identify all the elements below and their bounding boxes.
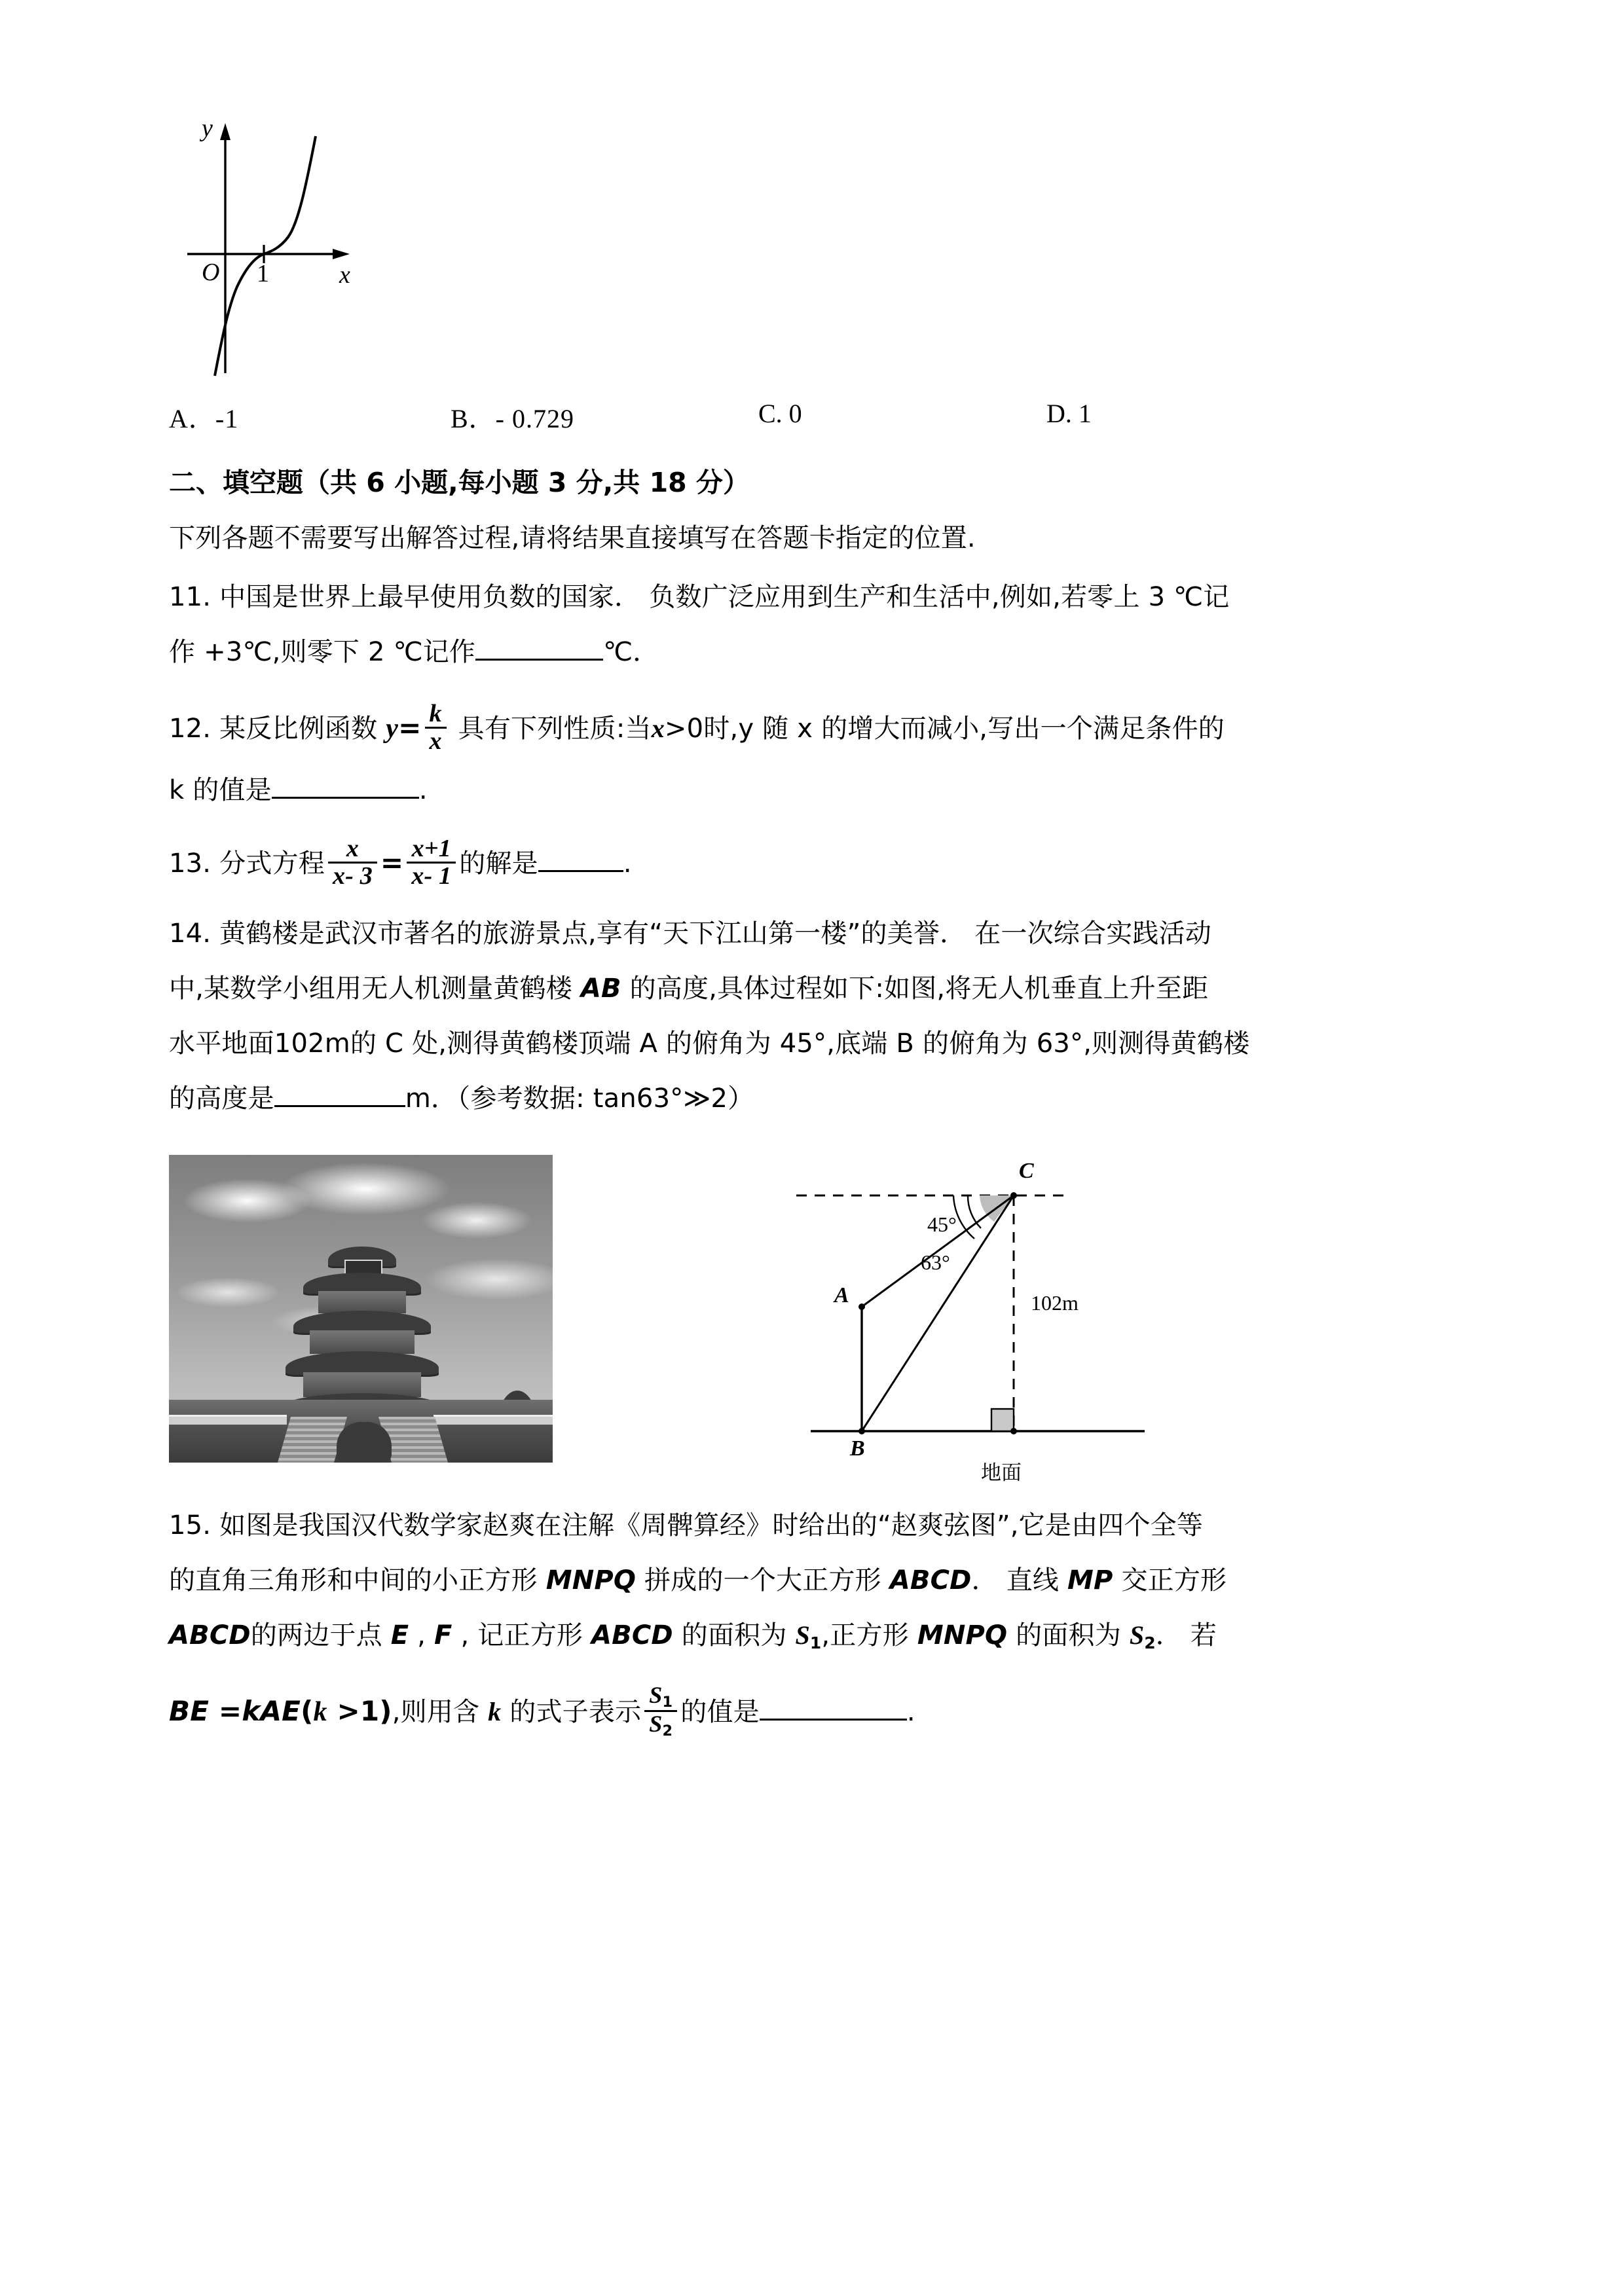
q15-line-2-b: 拼成的一个大正方形 <box>636 1565 890 1595</box>
q12-line-2-text-b: . <box>418 775 428 805</box>
q15-line-2-c: ． 直线 <box>971 1565 1068 1595</box>
q14-line-4 <box>169 1071 1472 1126</box>
option-b[interactable]: B．- 0.729 <box>451 404 574 433</box>
q11-line-2-text-b: ℃． <box>603 637 659 667</box>
q15-point-f: F <box>434 1620 452 1650</box>
q12-frac-denominator: x <box>425 727 447 754</box>
q11-line-2 <box>169 625 1472 680</box>
shrubbery-center <box>337 1422 392 1463</box>
yellow-crane-tower-photo <box>169 1155 553 1463</box>
q15-line-3-abcd-2: ABCD <box>591 1620 673 1650</box>
q13-lead: 13. 分式方程 <box>169 848 325 879</box>
q15-expr-kae: kAE <box>242 1694 301 1727</box>
q12-lead: 12. 某反比例函数 <box>169 714 386 744</box>
question-14 <box>169 906 1472 1487</box>
q15-var-k-2: k <box>488 1696 502 1726</box>
q14-geometry-diagram <box>778 1140 1236 1487</box>
q14-line-2-b: 的高度,具体过程如下:如图,将无人机垂直上升至距 <box>621 974 1209 1004</box>
axis-label-x: x <box>339 261 350 289</box>
q14-line-2 <box>169 961 1472 1016</box>
q15-line-3-comma: , <box>409 1620 435 1650</box>
q15-line-4-d: . <box>906 1696 915 1727</box>
pagoda-tier-2 <box>318 1291 406 1313</box>
question-12 <box>169 694 1472 818</box>
question-15 <box>169 1498 1472 1753</box>
balustrade-right <box>434 1415 553 1425</box>
q13-right-numerator: x+1 <box>411 835 451 863</box>
q13-equals: = <box>380 847 404 879</box>
q15-condition-gt1: >1) <box>327 1694 392 1727</box>
q15-square-mnpq: MNPQ <box>545 1565 637 1595</box>
q15-fraction-s1-over-s2 <box>644 1683 677 1739</box>
diagram-height-label: 102m <box>1031 1291 1079 1315</box>
q14-line-3: 水平地面102m的 C 处,测得黄鹤楼顶端 A 的俯角为 45°,底端 B 的俯角为 63°,则测得黄鹤楼 <box>169 1029 1250 1059</box>
option-a[interactable]: A．-1 <box>169 404 239 433</box>
q12-answer-blank[interactable] <box>272 774 419 799</box>
q13-left-denominator: x- 3 <box>328 862 377 889</box>
q15-frac-numerator <box>644 1683 677 1710</box>
q12-tail: >0时,y 随 x 的增大而减小,写出一个满足条件的 <box>664 714 1225 744</box>
q15-line-4 <box>169 1671 1472 1753</box>
q15-frac-den-sub: 2 <box>662 1722 673 1740</box>
q11-line-2-text-a: 作 +3℃,则零下 2 ℃记作 <box>169 637 476 667</box>
q13-tail-b: . <box>623 848 632 879</box>
q15-line-2 <box>169 1553 1472 1608</box>
diagram-point-c: C <box>1019 1159 1034 1183</box>
diagram-angle-63: 63° <box>921 1250 950 1274</box>
q14-segment-ab: AB <box>580 974 621 1004</box>
q15-line-3-e2: 的面积为 <box>1007 1620 1130 1650</box>
q12-line-2-text-a: k 的值是 <box>169 775 272 805</box>
diagram-angle-45: 45° <box>927 1212 957 1236</box>
q12-mid: 具有下列性质:当 <box>449 714 652 744</box>
q12-var-y: y <box>386 714 399 744</box>
q15-paren-open: ( <box>301 1694 314 1727</box>
q13-tail-a: 的解是 <box>459 848 538 879</box>
q14-line-4-a: 的高度是 <box>169 1084 274 1114</box>
q15-line-3-f2: ． 若 <box>1155 1620 1217 1650</box>
cubic-graph-figure <box>187 111 423 386</box>
q15-line-3-abcd: ABCD <box>169 1620 251 1650</box>
q15-frac-num-s: S <box>649 1682 663 1709</box>
q12-equals: = <box>398 712 422 744</box>
q13-left-numerator: x <box>346 835 360 863</box>
q15-line-4-b: 的式子表示 <box>501 1696 642 1727</box>
q15-area-s2: S <box>1129 1620 1145 1650</box>
q15-line-3 <box>169 1608 1472 1671</box>
q15-var-k: k <box>313 1696 327 1727</box>
q15-line-3-a: 的两边于点 <box>250 1620 391 1650</box>
pagoda-tier-3 <box>310 1330 415 1354</box>
q15-line-mp: MP <box>1067 1565 1113 1595</box>
q11-answer-blank[interactable] <box>475 636 603 661</box>
q15-frac-num-sub: 1 <box>662 1694 673 1711</box>
page-content <box>169 111 1472 1753</box>
q12-fraction-k-over-x <box>425 701 447 754</box>
option-c[interactable]: C. 0 <box>758 399 802 428</box>
origin-label: O <box>202 259 220 286</box>
q15-line-3-b: , 记正方形 <box>452 1620 592 1650</box>
q13-line-1 <box>169 827 1472 900</box>
q15-line-3-mnpq: MNPQ <box>917 1620 1008 1650</box>
q12-line-1 <box>169 694 1472 763</box>
question-13 <box>169 827 1472 900</box>
q13-fraction-left <box>328 836 377 889</box>
diagram-point-b: B <box>850 1436 865 1461</box>
x-tick-label-1: 1 <box>257 260 269 287</box>
section-heading: 二、填空题（共 6 小题,每小题 3 分,共 18 分） <box>169 467 750 498</box>
axis-label-y: y <box>202 115 213 142</box>
q14-line-4-b: m．（参考数据: tan63°≫2） <box>405 1084 754 1114</box>
q13-fraction-right <box>407 836 456 889</box>
q15-area-s1: S <box>795 1620 810 1650</box>
q14-answer-blank[interactable] <box>274 1083 405 1107</box>
q14-geometry-svg <box>778 1140 1236 1487</box>
q12-frac-numerator: k <box>429 700 442 728</box>
section-instruction: 下列各题不需要写出解答过程,请将结果直接填写在答题卡指定的位置. <box>169 523 976 553</box>
q14-figures-row <box>169 1140 1472 1487</box>
q13-answer-blank[interactable] <box>538 848 623 872</box>
q15-equals: = <box>209 1694 242 1727</box>
q14-line-1: 14. 黄鹤楼是武汉市著名的旅游景点,享有“天下江山第一楼”的美誉． 在一次综合实践活动 <box>169 919 1212 949</box>
q15-area-s1-sub: 1 <box>809 1633 822 1652</box>
question-11 <box>169 570 1472 680</box>
q15-frac-den-s: S <box>649 1711 663 1738</box>
balustrade-left <box>169 1415 287 1425</box>
q11-line-1: 11. 中国是世界上最早使用负数的国家． 负数广泛应用到生产和生活中,例如,若零上 3 ℃记 <box>169 582 1230 612</box>
q15-square-abcd: ABCD <box>889 1565 972 1595</box>
q15-line-2-d: 交正方形 <box>1113 1565 1227 1595</box>
q12-line-2 <box>169 763 1472 818</box>
cubic-graph-svg <box>187 111 423 386</box>
q15-answer-blank[interactable] <box>760 1696 907 1721</box>
q15-line-3-c: 的面积为 <box>673 1620 796 1650</box>
q15-frac-denominator <box>644 1710 677 1739</box>
q15-segment-be: BE <box>169 1694 210 1727</box>
option-d[interactable]: D. 1 <box>1046 399 1092 428</box>
q15-line-2-a: 的直角三角形和中间的小正方形 <box>169 1565 546 1595</box>
q12-var-x: x <box>651 714 665 743</box>
diagram-point-a: A <box>834 1283 849 1307</box>
q15-line-4-a: ,则用含 <box>392 1696 489 1727</box>
diagram-ground-label: 地面 <box>981 1461 1022 1485</box>
q15-line-3-d: ,正方形 <box>821 1620 917 1650</box>
q15-area-s2-sub: 2 <box>1144 1633 1156 1652</box>
answer-options-row <box>169 398 1472 454</box>
q15-line-1: 15. 如图是我国汉代数学家赵爽在注解《周髀算经》时给出的“赵爽弦图”,它是由四个全等 <box>169 1510 1204 1540</box>
q13-right-denominator: x- 1 <box>407 862 456 889</box>
q14-line-2-a: 中,某数学小组用无人机测量黄鹤楼 <box>169 974 581 1004</box>
q15-point-e: E <box>390 1620 409 1650</box>
q15-line-4-c: 的值是 <box>680 1696 760 1727</box>
